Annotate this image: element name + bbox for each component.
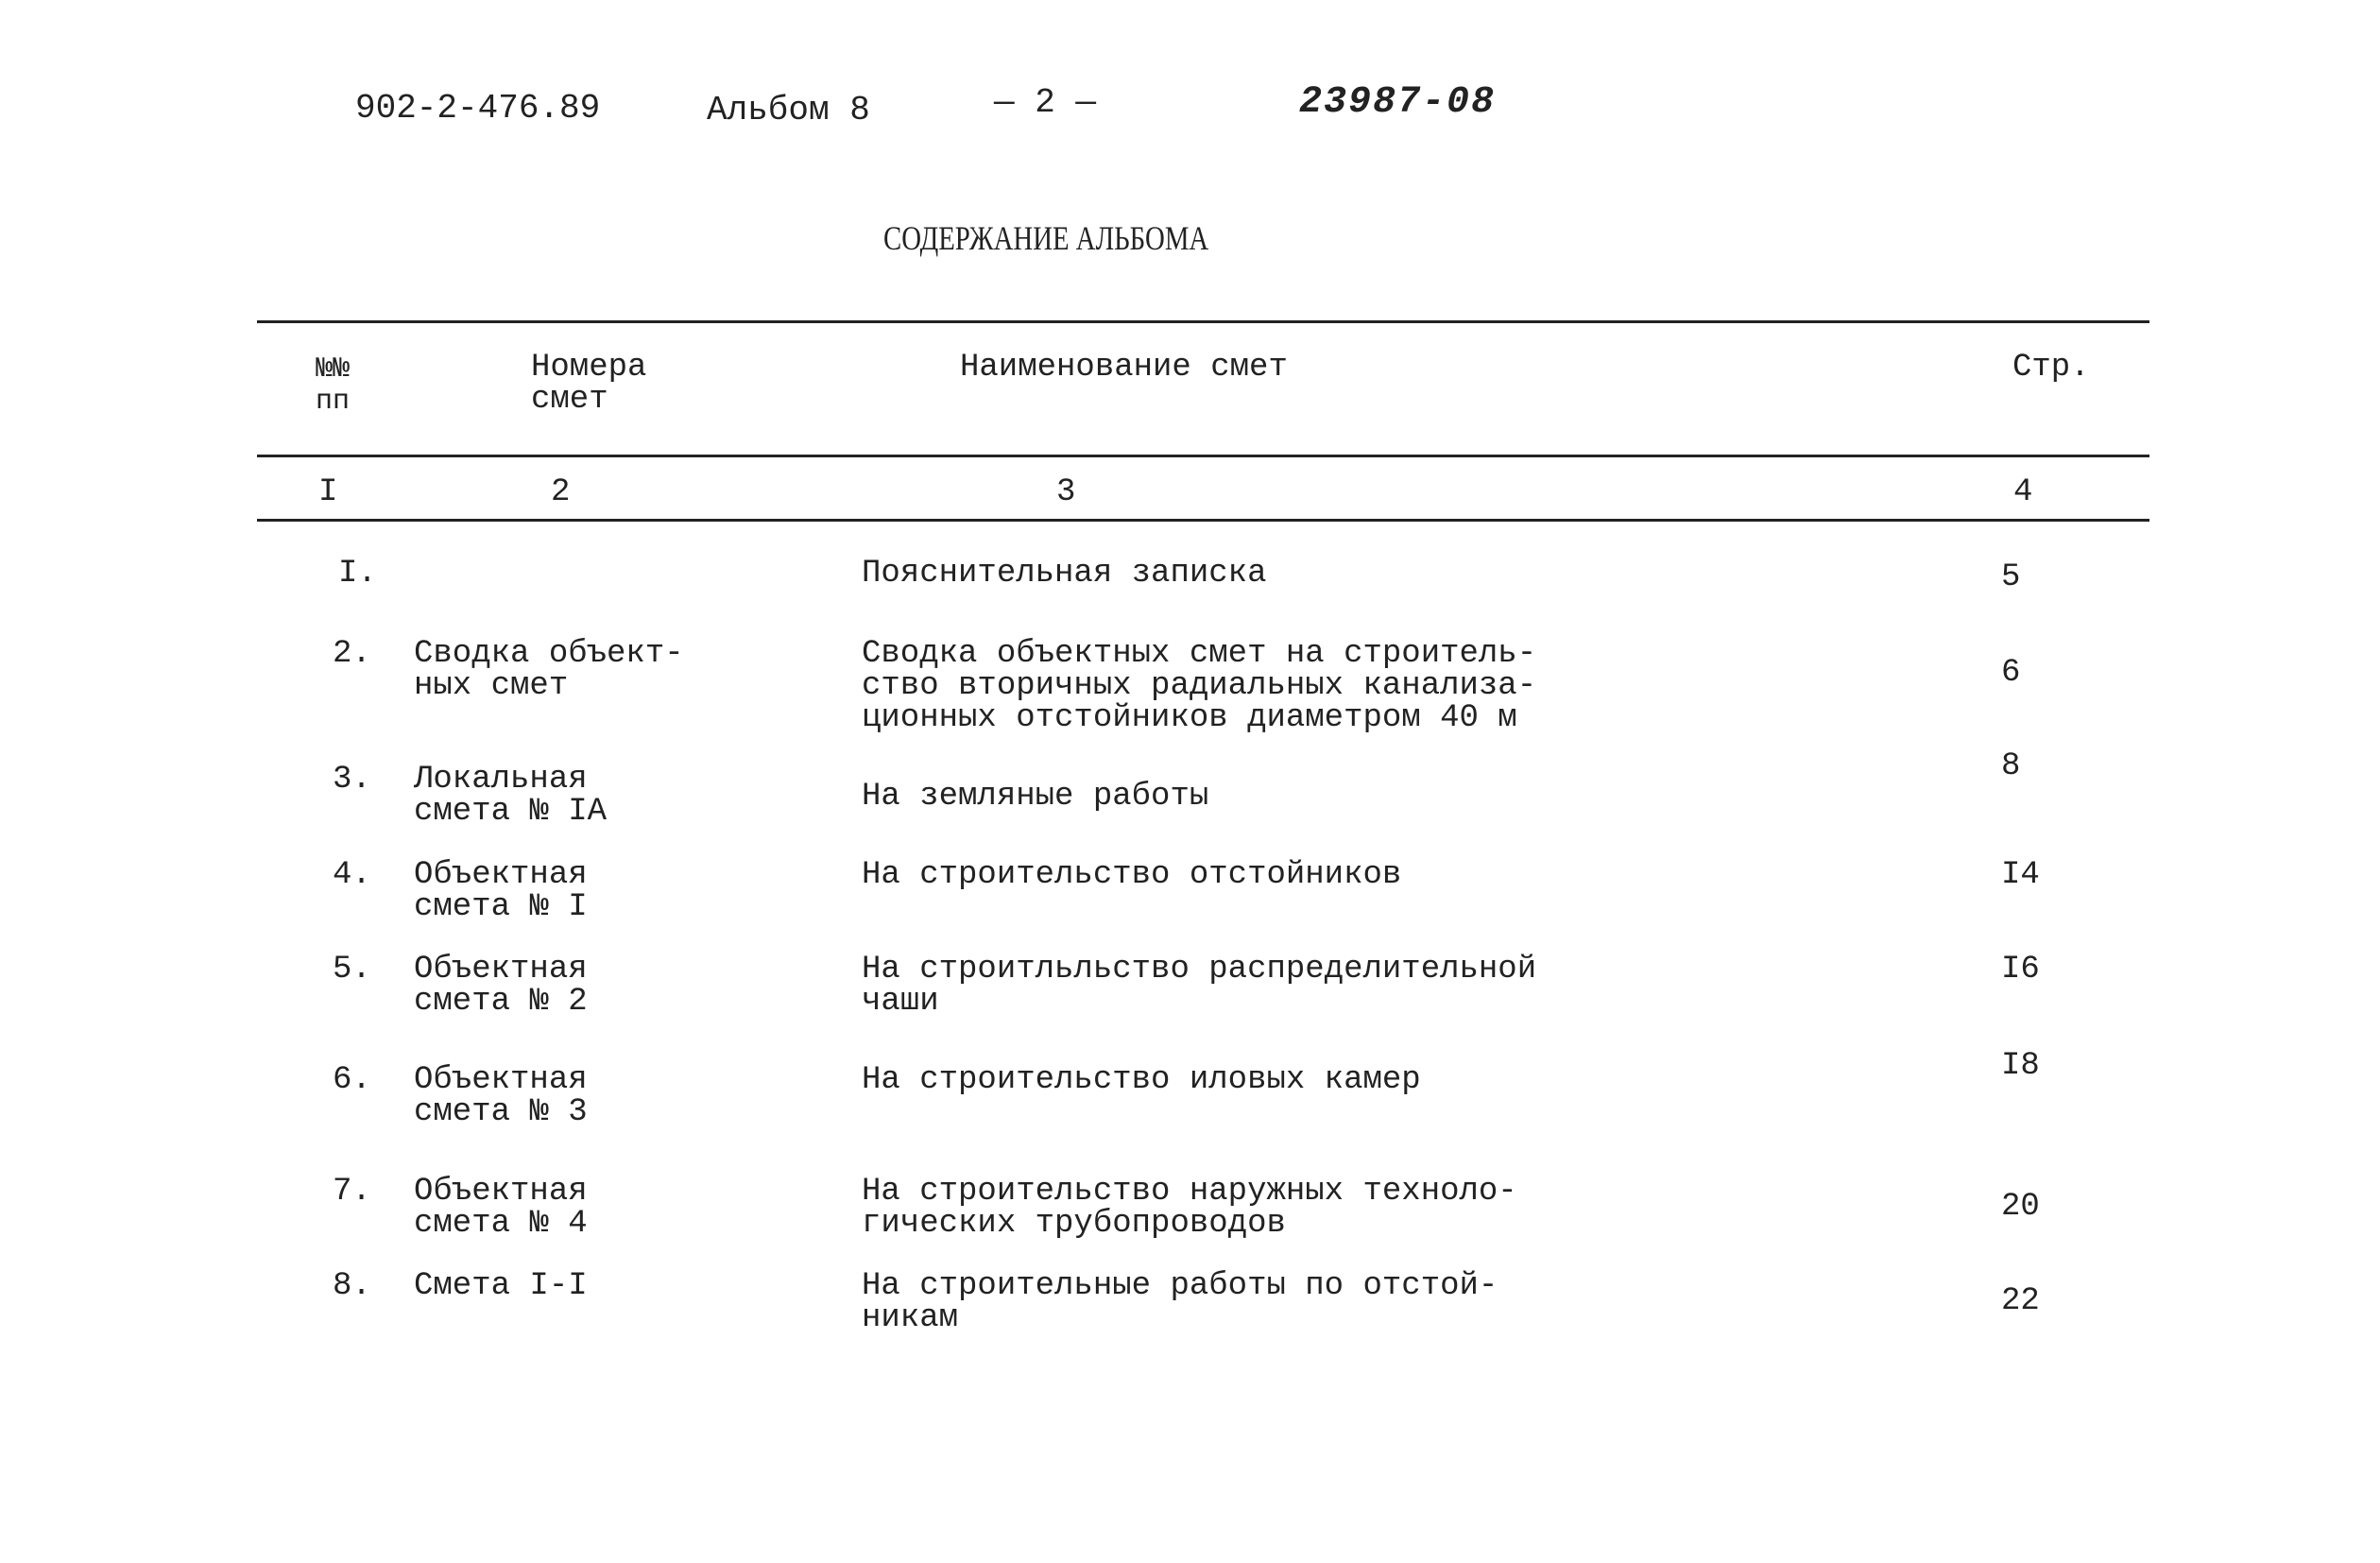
row-code: Объектная смета № 4 — [414, 1174, 588, 1242]
row-name: На строительство иловых камер — [862, 1062, 1421, 1098]
table-row — [0, 857, 2380, 925]
column-header-page: Стр. — [2012, 350, 2090, 386]
column-header-number: №№ пп — [316, 353, 351, 418]
row-name: На строительные работы по отстой- никам — [862, 1268, 1498, 1336]
table-row — [0, 952, 2380, 1020]
table-top-rule — [257, 320, 2149, 323]
row-number: 7. — [333, 1174, 371, 1210]
row-code: Сводка объект- ных смет — [414, 636, 684, 704]
header-rule — [257, 455, 2149, 457]
row-page: 8 — [2001, 748, 2021, 784]
column-number-1: I — [318, 474, 338, 510]
row-code: Объектная смета № 2 — [414, 952, 588, 1020]
row-page: 6 — [2001, 655, 2021, 691]
row-page: I6 — [2001, 952, 2040, 988]
row-number: 2. — [333, 636, 371, 672]
table-row — [0, 1268, 2380, 1336]
row-number: 4. — [333, 857, 371, 893]
row-name: На земляные работы — [862, 779, 1209, 815]
column-header-name: Наименование смет — [960, 350, 1288, 386]
inventory-number: 23987-08 — [1299, 81, 1497, 124]
row-name: На строитльльство распределительной чаши — [862, 952, 1537, 1020]
row-code: Объектная смета № 3 — [414, 1062, 588, 1130]
column-numbers-rule — [257, 519, 2149, 522]
album-number: Альбом 8 — [707, 91, 870, 129]
row-code: Локальная смета № IА — [414, 762, 608, 830]
row-page: 5 — [2001, 559, 2021, 595]
page-title: СОДЕРЖАНИЕ АЛЬБОМА — [883, 219, 1209, 257]
column-number-3: 3 — [1056, 474, 1076, 510]
page-number: — 2 — — [994, 83, 1097, 122]
doc-code: 902-2-476.89 — [355, 89, 601, 128]
row-page: I4 — [2001, 857, 2040, 893]
column-number-2: 2 — [551, 474, 571, 510]
row-code: Объектная смета № I — [414, 857, 588, 925]
row-number: 8. — [333, 1268, 371, 1304]
row-page: 22 — [2001, 1283, 2040, 1319]
row-name: Пояснительная записка — [862, 556, 1267, 592]
row-page: 20 — [2001, 1189, 2040, 1225]
row-name: На строительство наружных техноло- гических трубопроводов — [862, 1174, 1517, 1242]
row-number: 3. — [333, 762, 371, 798]
table-row — [0, 1048, 2380, 1130]
column-header-code: Номера смет — [531, 350, 647, 418]
column-number-4: 4 — [2013, 474, 2033, 510]
row-number: I. — [338, 556, 377, 592]
row-name: Сводка объектных смет на строитель- ство вторичных радиальных канализа- ционных отстойников диаметром 40 м — [862, 636, 1537, 736]
row-code: Смета I-I — [414, 1268, 588, 1304]
row-page: I8 — [2001, 1048, 2040, 1084]
row-number: 6. — [333, 1062, 371, 1098]
table-row — [0, 1174, 2380, 1242]
row-name: На строительство отстойников — [862, 857, 1402, 893]
table-row — [0, 636, 2380, 736]
row-number: 5. — [333, 952, 371, 988]
